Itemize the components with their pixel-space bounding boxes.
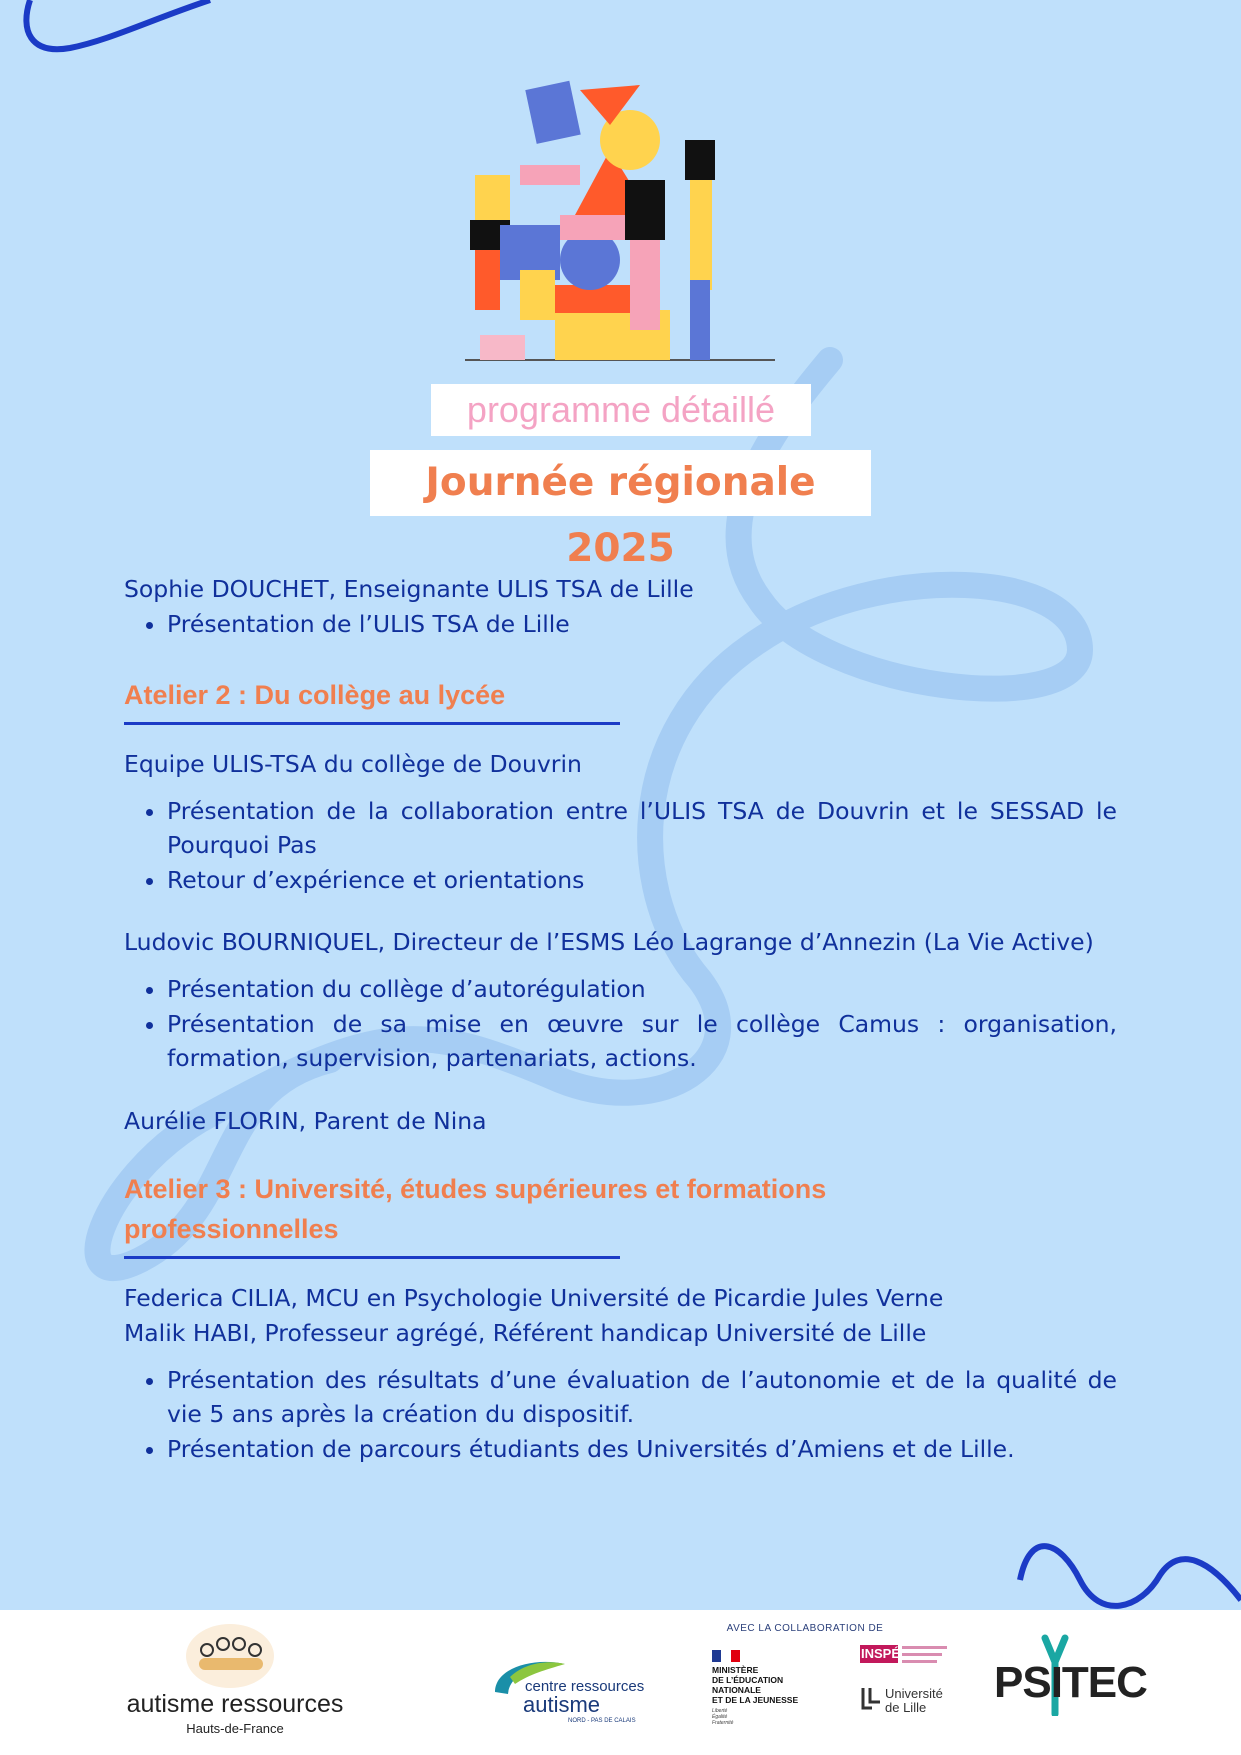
atelier2-bullets-1 — [124, 794, 1117, 898]
autisme-ressources-name: autisme ressources — [126, 1690, 344, 1718]
program-content — [124, 572, 1117, 1466]
atelier3-bullets — [124, 1363, 1117, 1467]
inspe-line — [902, 1660, 937, 1663]
autisme-ressources-logo-icon — [185, 1618, 275, 1688]
speaker-douchet: Sophie DOUCHET, Enseignante ULIS TSA de Lille — [124, 575, 694, 603]
speaker-florin: Aurélie FLORIN, Parent de Nina — [124, 1106, 487, 1135]
page-title: Journée régionale 2025 — [425, 460, 816, 571]
speaker-habi: Malik HABI, Professeur agrégé, Référent handicap Université de Lille — [124, 1318, 927, 1347]
list-item: • Retour d’expérience et orientations — [167, 863, 1117, 898]
intro-bullets — [124, 607, 1117, 642]
ministry-name: MINISTÈRE DE L’ÉDUCATION NATIONALE ET DE LA JEUNESSE — [712, 1665, 799, 1705]
list-item: • Présentation du collège d’autorégulation — [167, 972, 1117, 1007]
team-building-illustration — [460, 80, 780, 370]
list-item: • Présentation de la collaboration entre l’ULIS TSA de Douvrin et le SESSAD le Pourquoi Pas — [167, 794, 1117, 863]
list-item: • Présentation de l’ULIS TSA de Lille — [167, 607, 1117, 642]
cra-line3: NORD - PAS DE CALAIS — [568, 1718, 636, 1724]
inspe-line — [902, 1653, 942, 1656]
partner-logos-footer — [0, 1610, 1241, 1755]
cra-line2: autisme — [523, 1692, 601, 1717]
inspe-line — [902, 1646, 947, 1649]
inspe-label: INSPÉ — [861, 1646, 901, 1661]
atelier2-heading: Atelier 2 : Du collège au lycée — [124, 679, 506, 710]
speaker-douvrin-team: Equipe ULIS-TSA du collège de Douvrin — [124, 749, 582, 778]
atelier3-heading-line2: professionnelles — [124, 1213, 339, 1244]
cra-line1: centre ressources — [525, 1678, 645, 1695]
universite-lille-name: Université de Lille — [885, 1686, 943, 1715]
ministry-motto: Liberté Égalité Fraternité — [712, 1708, 734, 1726]
atelier3-heading-line1: Atelier 3 : Université, études supérieures et formations — [124, 1173, 827, 1204]
psitec-name: PSITEC — [994, 1658, 1147, 1707]
list-item: • Présentation de parcours étudiants des Universités d’Amiens et de Lille. — [167, 1432, 1117, 1467]
speaker-cilia: Federica CILIA, MCU en Psychologie Université de Picardie Jules Verne — [124, 1283, 944, 1312]
program-subtitle: programme détaillé — [466, 389, 776, 430]
list-item: • Présentation de sa mise en œuvre sur le collège Camus : organisation, formation, supervision, partenariats, actions. — [167, 1007, 1117, 1076]
french-flag-icon — [712, 1650, 740, 1662]
atelier2-bullets-2 — [124, 972, 1117, 1076]
collaboration-label: AVEC LA COLLABORATION DE — [726, 1623, 884, 1634]
universite-lille-icon — [860, 1688, 882, 1710]
speaker-bourniquel: Ludovic BOURNIQUEL, Directeur de l’ESMS Léo Lagrange d’Annezin (La Vie Active) — [124, 928, 1094, 956]
list-item: • Présentation des résultats d’une évaluation de l’autonomie et de la qualité de vie 5 ans après la création du dispositif. — [167, 1363, 1117, 1432]
autisme-ressources-region: Hauts-de-France — [186, 1721, 284, 1736]
